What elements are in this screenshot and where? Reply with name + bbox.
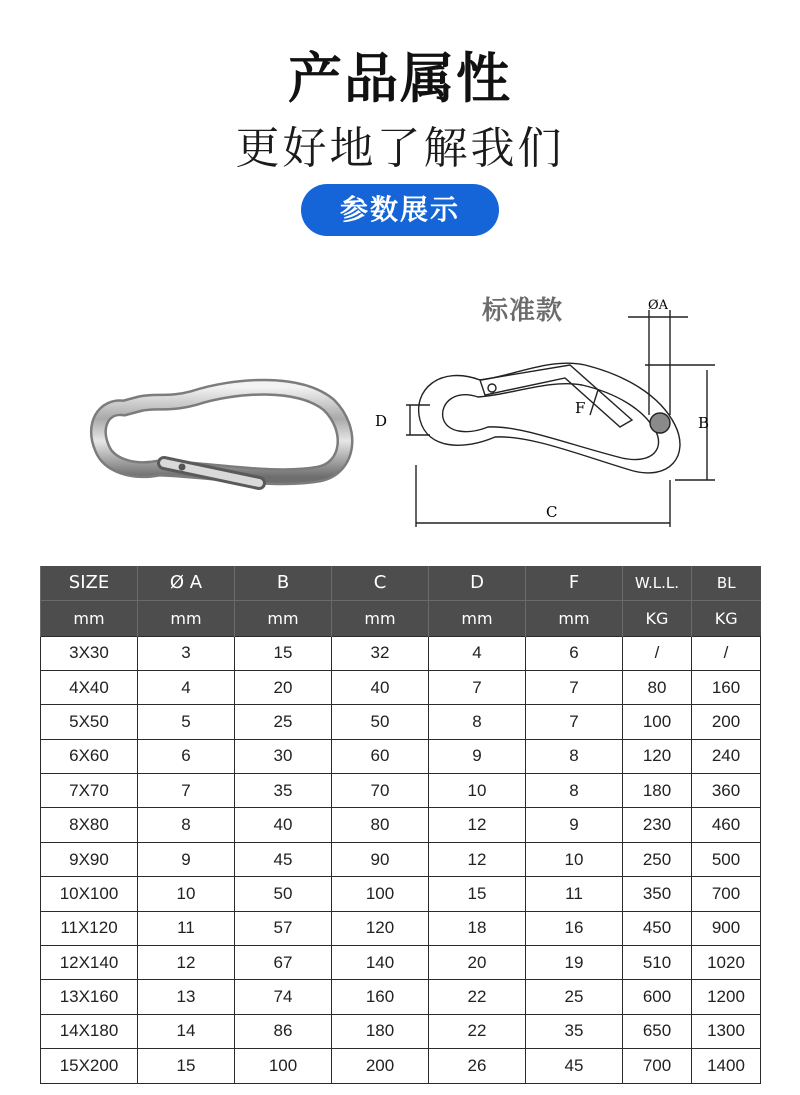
table-cell: 200 xyxy=(692,705,761,739)
unit-cell: mm xyxy=(41,600,138,636)
table-cell: 20 xyxy=(429,946,526,980)
table-cell: 4X40 xyxy=(41,670,138,704)
table-cell: 200 xyxy=(332,1049,429,1083)
table-cell: 40 xyxy=(332,670,429,704)
table-cell: 9 xyxy=(429,739,526,773)
table-cell: 86 xyxy=(235,1014,332,1048)
table-cell: 120 xyxy=(332,911,429,945)
table-cell: 250 xyxy=(623,842,692,876)
table-cell: 14X180 xyxy=(41,1014,138,1048)
table-cell: 3X30 xyxy=(41,636,138,670)
table-cell: 35 xyxy=(235,774,332,808)
table-cell: 30 xyxy=(235,739,332,773)
label-f: F xyxy=(575,399,586,417)
table-cell: 650 xyxy=(623,1014,692,1048)
table-row xyxy=(41,1049,761,1083)
table-cell: 12 xyxy=(429,808,526,842)
unit-cell: mm xyxy=(526,600,623,636)
unit-cell: mm xyxy=(332,600,429,636)
column-header: B xyxy=(235,566,332,600)
table-cell: 700 xyxy=(692,877,761,911)
column-header: Ø A xyxy=(138,566,235,600)
column-header: BL xyxy=(692,566,761,600)
table-cell: 510 xyxy=(623,946,692,980)
table-cell: 13X160 xyxy=(41,980,138,1014)
table-cell: 4 xyxy=(429,636,526,670)
table-cell: 10 xyxy=(429,774,526,808)
table-cell: 8X80 xyxy=(41,808,138,842)
table-cell: 9 xyxy=(526,808,623,842)
table-cell: 4 xyxy=(138,670,235,704)
table-cell: 8 xyxy=(526,774,623,808)
table-cell: 8 xyxy=(138,808,235,842)
label-b: B xyxy=(698,414,710,432)
table-cell: 40 xyxy=(235,808,332,842)
table-cell: 360 xyxy=(692,774,761,808)
table-cell: 16 xyxy=(526,911,623,945)
page-title: 产品属性 xyxy=(288,47,512,110)
table-row xyxy=(41,1014,761,1048)
table-cell: 45 xyxy=(235,842,332,876)
table-cell: 9X90 xyxy=(41,842,138,876)
table-cell: 15 xyxy=(235,636,332,670)
table-cell: 74 xyxy=(235,980,332,1014)
column-header: W.L.L. xyxy=(623,566,692,600)
section-badge: 参数展示 xyxy=(301,184,499,236)
table-row xyxy=(41,911,761,945)
table-cell: 67 xyxy=(235,946,332,980)
table-cell: 25 xyxy=(235,705,332,739)
table-cell: 6X60 xyxy=(41,739,138,773)
table-cell: 12X140 xyxy=(41,946,138,980)
column-header: C xyxy=(332,566,429,600)
table-row xyxy=(41,946,761,980)
table-cell: 32 xyxy=(332,636,429,670)
unit-cell: KG xyxy=(623,600,692,636)
table-row xyxy=(41,705,761,739)
table-row xyxy=(41,808,761,842)
table-cell: 7 xyxy=(526,670,623,704)
units-row xyxy=(41,600,761,636)
table-cell: 160 xyxy=(332,980,429,1014)
table-cell: 1200 xyxy=(692,980,761,1014)
table-cell: 45 xyxy=(526,1049,623,1083)
table-cell: 20 xyxy=(235,670,332,704)
table-cell: 6 xyxy=(526,636,623,670)
table-cell: 35 xyxy=(526,1014,623,1048)
table-cell: 10 xyxy=(526,842,623,876)
table-cell: 1400 xyxy=(692,1049,761,1083)
table-row xyxy=(41,774,761,808)
table-cell: 1020 xyxy=(692,946,761,980)
table-cell: 3 xyxy=(138,636,235,670)
unit-cell: mm xyxy=(138,600,235,636)
table-cell: 500 xyxy=(692,842,761,876)
table-cell: 6 xyxy=(138,739,235,773)
table-cell: 80 xyxy=(332,808,429,842)
table-cell: 13 xyxy=(138,980,235,1014)
table-row xyxy=(41,670,761,704)
table-cell: 14 xyxy=(138,1014,235,1048)
label-d: D xyxy=(375,412,388,430)
carabiner-photo xyxy=(84,370,359,510)
table-cell: 230 xyxy=(623,808,692,842)
table-cell: 120 xyxy=(623,739,692,773)
table-cell: 11 xyxy=(138,911,235,945)
table-cell: 60 xyxy=(332,739,429,773)
label-c: C xyxy=(546,503,558,521)
table-cell: 12 xyxy=(429,842,526,876)
table-row xyxy=(41,842,761,876)
table-cell: 11X120 xyxy=(41,911,138,945)
table-cell: 15X200 xyxy=(41,1049,138,1083)
table-cell: 5X50 xyxy=(41,705,138,739)
page-subtitle: 更好地了解我们 xyxy=(235,123,565,174)
table-cell: 900 xyxy=(692,911,761,945)
unit-cell: KG xyxy=(692,600,761,636)
table-row xyxy=(41,636,761,670)
table-cell: 180 xyxy=(332,1014,429,1048)
column-header: SIZE xyxy=(41,566,138,600)
table-cell: 100 xyxy=(623,705,692,739)
table-cell: 90 xyxy=(332,842,429,876)
table-cell: 10X100 xyxy=(41,877,138,911)
table-cell: 25 xyxy=(526,980,623,1014)
table-cell: 700 xyxy=(623,1049,692,1083)
dimension-diagram xyxy=(370,285,730,535)
table-cell: 7X70 xyxy=(41,774,138,808)
table-cell: 19 xyxy=(526,946,623,980)
spec-table-body xyxy=(41,636,761,1083)
diagram-title: 标准款 xyxy=(482,296,564,326)
table-cell: 22 xyxy=(429,1014,526,1048)
table-cell: 15 xyxy=(429,877,526,911)
unit-cell: mm xyxy=(235,600,332,636)
table-cell: 8 xyxy=(429,705,526,739)
table-cell: 240 xyxy=(692,739,761,773)
table-cell: / xyxy=(623,636,692,670)
table-cell: 5 xyxy=(138,705,235,739)
table-cell: 460 xyxy=(692,808,761,842)
table-cell: 10 xyxy=(138,877,235,911)
table-cell: / xyxy=(692,636,761,670)
column-header: F xyxy=(526,566,623,600)
table-cell: 8 xyxy=(526,739,623,773)
table-row xyxy=(41,980,761,1014)
table-cell: 100 xyxy=(235,1049,332,1083)
table-cell: 7 xyxy=(429,670,526,704)
table-cell: 180 xyxy=(623,774,692,808)
table-cell: 140 xyxy=(332,946,429,980)
table-cell: 450 xyxy=(623,911,692,945)
table-cell: 350 xyxy=(623,877,692,911)
table-cell: 100 xyxy=(332,877,429,911)
column-header: D xyxy=(429,566,526,600)
table-cell: 7 xyxy=(526,705,623,739)
table-cell: 11 xyxy=(526,877,623,911)
table-cell: 160 xyxy=(692,670,761,704)
table-cell: 15 xyxy=(138,1049,235,1083)
table-cell: 9 xyxy=(138,842,235,876)
table-cell: 26 xyxy=(429,1049,526,1083)
table-cell: 50 xyxy=(235,877,332,911)
table-cell: 600 xyxy=(623,980,692,1014)
table-cell: 50 xyxy=(332,705,429,739)
table-row xyxy=(41,739,761,773)
header-row xyxy=(41,566,761,600)
spec-table xyxy=(40,566,761,1084)
table-cell: 18 xyxy=(429,911,526,945)
label-a: ØA xyxy=(648,298,669,313)
table-cell: 70 xyxy=(332,774,429,808)
table-cell: 1300 xyxy=(692,1014,761,1048)
table-row xyxy=(41,877,761,911)
table-cell: 12 xyxy=(138,946,235,980)
table-cell: 80 xyxy=(623,670,692,704)
table-cell: 7 xyxy=(138,774,235,808)
table-cell: 57 xyxy=(235,911,332,945)
table-cell: 22 xyxy=(429,980,526,1014)
unit-cell: mm xyxy=(429,600,526,636)
